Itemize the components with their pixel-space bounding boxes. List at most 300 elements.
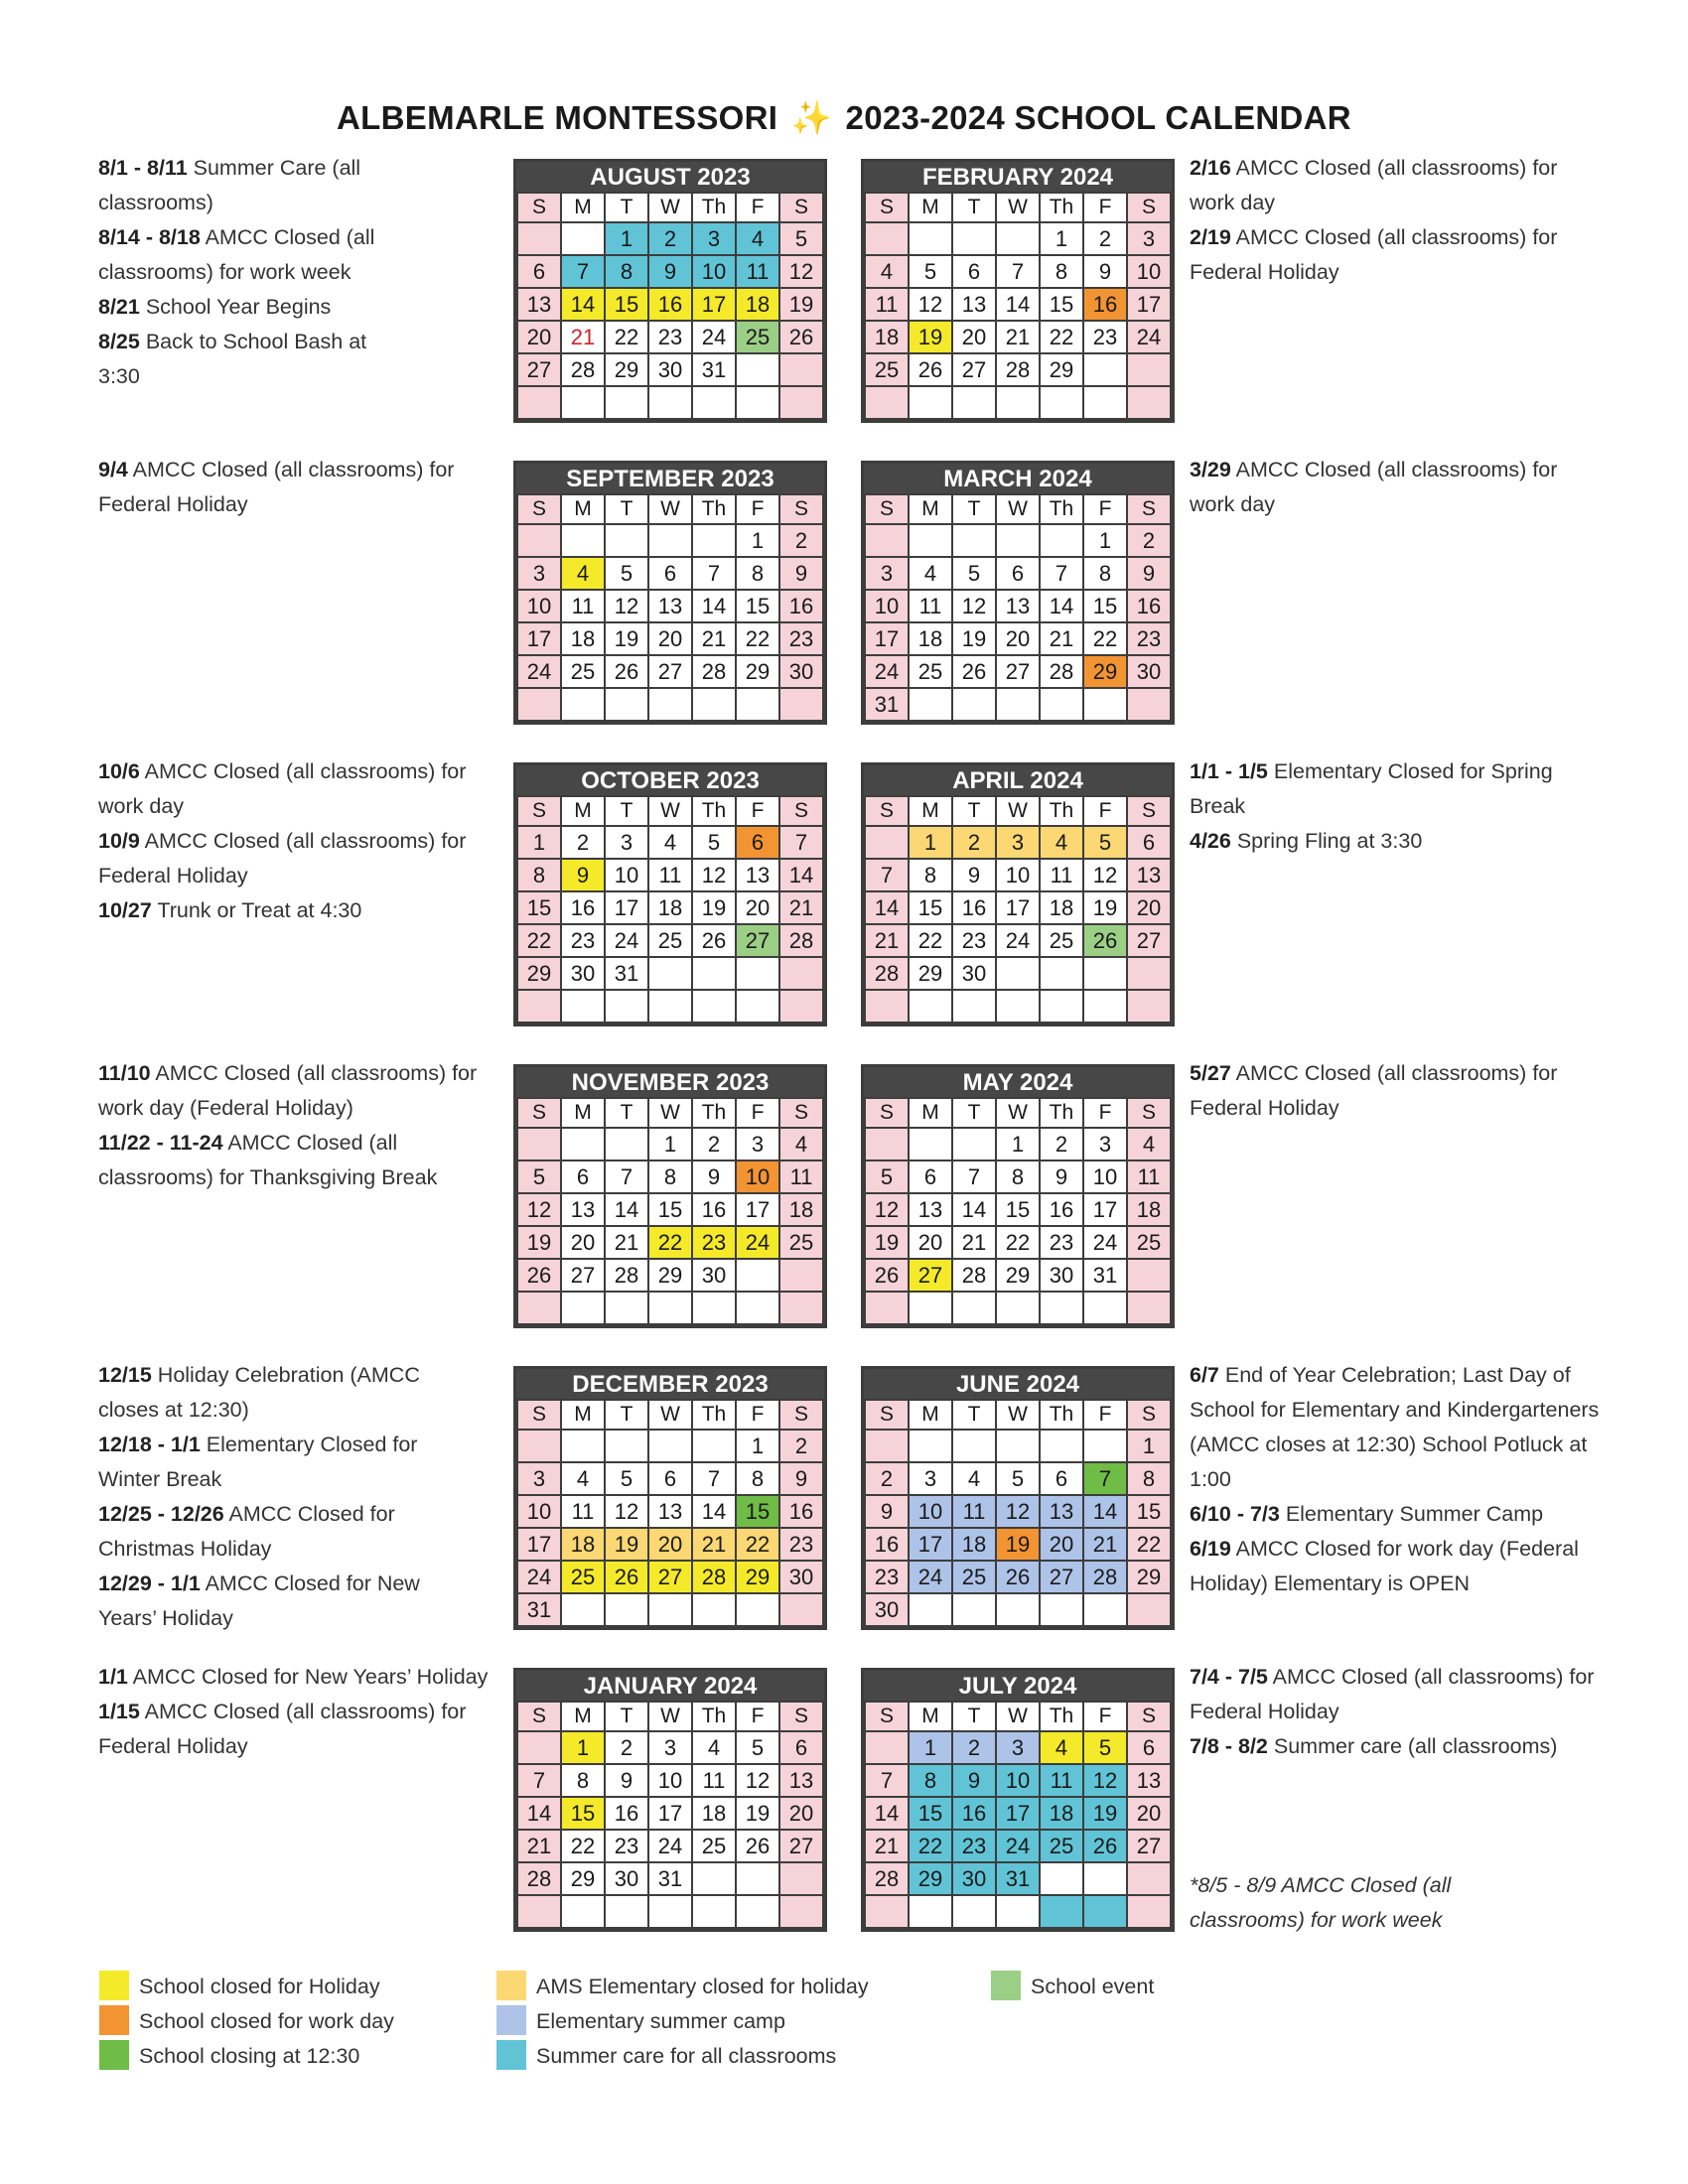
day-cell: 10 [517,590,561,622]
day-cell: 7 [996,255,1040,288]
day-cell: 30 [865,1593,909,1626]
calendar-august-2023 [513,159,827,423]
day-cell: 17 [1083,1193,1127,1226]
empty-cell [865,826,909,859]
day-header: Th [692,1400,736,1430]
day-cell: 30 [1127,655,1171,688]
day-cell: 22 [648,1226,692,1259]
note-line [98,151,396,220]
day-cell: 8 [1040,255,1083,288]
day-cell: 14 [517,1797,561,1830]
notes-december [98,1358,476,1636]
note-text: AMCC Closed (all classrooms) for Thanksgiving Break [98,1131,438,1189]
day-cell: 19 [996,1528,1040,1561]
day-cell: 6 [779,1731,823,1764]
empty-cell [996,957,1040,990]
day-cell: 25 [561,1561,605,1593]
note-text: AMCC Closed for Christmas Holiday [98,1502,395,1561]
day-cell: 9 [605,1764,648,1797]
empty-cell [736,990,779,1023]
day-cell: 12 [909,288,952,321]
day-cell: 1 [605,222,648,255]
day-cell: 19 [1083,1797,1127,1830]
note-date: 6/19 [1190,1537,1231,1561]
day-header: F [736,494,779,524]
calendar-october-2023 [513,762,827,1026]
day-header: S [865,1400,909,1430]
day-cell: 29 [605,353,648,386]
title-suffix: 2023-2024 SCHOOL CALENDAR [845,99,1351,136]
legend [99,1971,1291,2080]
day-cell: 22 [1127,1528,1171,1561]
day-cell: 6 [996,557,1040,590]
legend-item-camp [496,2005,785,2037]
day-header: W [648,1098,692,1128]
day-cell: 25 [736,321,779,353]
day-header: M [561,1400,605,1430]
day-cell: 9 [865,1495,909,1528]
day-cell: 2 [952,826,996,859]
day-cell: 6 [952,255,996,288]
day-cell: 12 [952,590,996,622]
empty-cell [736,1593,779,1626]
day-header: T [605,193,648,222]
notes-july-footnote [1190,1868,1507,1938]
notes-january [98,1660,505,1764]
day-cell: 4 [865,255,909,288]
day-header: M [909,1702,952,1731]
day-header: T [952,1400,996,1430]
empty-cell [779,1259,823,1292]
day-cell: 6 [736,826,779,859]
day-cell: 10 [648,1764,692,1797]
empty-cell [1127,990,1171,1023]
day-header: T [952,193,996,222]
empty-cell [736,957,779,990]
note-text: AMCC Closed (all classrooms) for Federal Holiday [98,1700,467,1758]
day-cell: 31 [648,1862,692,1895]
day-header: M [909,193,952,222]
day-cell: 5 [517,1160,561,1193]
note-line [98,220,396,290]
day-cell: 25 [779,1226,823,1259]
day-cell: 23 [779,1528,823,1561]
day-cell: 8 [605,255,648,288]
day-cell: 16 [952,1797,996,1830]
empty-cell [561,222,605,255]
day-cell: 3 [517,1462,561,1495]
day-cell: 10 [996,1764,1040,1797]
day-cell: 16 [561,891,605,924]
page-title [0,99,1688,138]
day-cell: 2 [1040,1128,1083,1160]
empty-cell [1083,1593,1127,1626]
day-cell: 4 [952,1462,996,1495]
day-cell: 28 [517,1862,561,1895]
day-header: F [736,1400,779,1430]
note-line [98,824,505,893]
day-cell: 14 [996,288,1040,321]
day-header: W [996,1702,1040,1731]
day-cell: 1 [909,826,952,859]
day-header: S [865,193,909,222]
legend-item-care [496,2040,836,2072]
day-cell: 21 [517,1830,561,1862]
empty-cell [736,688,779,721]
empty-cell [692,524,736,557]
day-cell: 9 [692,1160,736,1193]
day-header: S [865,1702,909,1731]
day-cell: 14 [561,288,605,321]
note-line [1190,1497,1607,1532]
day-cell: 27 [1127,1830,1171,1862]
day-cell: 28 [605,1259,648,1292]
day-cell: 30 [692,1259,736,1292]
day-cell: 20 [952,321,996,353]
day-cell: 15 [996,1193,1040,1226]
day-cell: 17 [909,1528,952,1561]
day-cell: 12 [865,1193,909,1226]
day-cell: 22 [909,924,952,957]
day-cell: 3 [517,557,561,590]
day-cell: 24 [736,1226,779,1259]
day-cell: 9 [648,255,692,288]
day-cell: 30 [605,1862,648,1895]
day-cell: 28 [1040,655,1083,688]
day-cell: 23 [605,1830,648,1862]
empty-cell [952,990,996,1023]
day-header: M [561,494,605,524]
day-cell: 25 [1040,924,1083,957]
empty-cell [1083,1895,1127,1928]
day-cell: 18 [692,1797,736,1830]
note-text: End of Year Celebration; Last Day of School for Elementary and Kindergarteners (AMCC closes at 12:30) School Potluck at 1:00 [1190,1363,1600,1491]
empty-cell [692,1292,736,1324]
day-cell: 22 [1083,622,1127,655]
day-cell: 11 [952,1495,996,1528]
legend-item-event [991,1971,1154,2002]
day-cell: 13 [736,859,779,891]
day-cell: 13 [648,1495,692,1528]
title-prefix: ALBEMARLE MONTESSORI [337,99,778,136]
calendar-june-2024 [861,1366,1175,1630]
note-line [1190,754,1597,824]
empty-cell [1127,688,1171,721]
empty-cell [1083,1430,1127,1462]
day-cell: 20 [996,622,1040,655]
day-cell: 7 [865,1764,909,1797]
day-cell: 3 [996,1731,1040,1764]
legend-swatch [496,2005,526,2035]
day-cell: 13 [1127,859,1171,891]
empty-cell [996,386,1040,419]
note-text: School Year Begins [139,295,332,319]
empty-cell [909,1128,952,1160]
day-cell: 7 [865,859,909,891]
note-date: 5/27 [1190,1061,1231,1085]
day-cell: 26 [605,655,648,688]
day-header: W [648,494,692,524]
day-cell: 10 [865,590,909,622]
empty-cell [779,386,823,419]
month-title: FEBRUARY 2024 [864,162,1172,192]
empty-cell [1040,688,1083,721]
day-cell: 1 [736,1430,779,1462]
note-text: AMCC Closed for New Years’ Holiday [127,1665,489,1689]
day-cell: 29 [996,1259,1040,1292]
day-cell: 24 [1127,321,1171,353]
day-cell: 27 [648,655,692,688]
day-cell: 3 [648,1731,692,1764]
note-line [1190,1056,1597,1126]
day-cell: 29 [1127,1561,1171,1593]
day-cell: 11 [561,1495,605,1528]
note-date: 11/22 - 11-24 [98,1131,223,1155]
note-line [1190,1660,1607,1729]
empty-cell [779,1862,823,1895]
month-title: APRIL 2024 [864,765,1172,795]
day-header: T [605,1098,648,1128]
day-cell: 16 [1083,288,1127,321]
day-cell: 24 [648,1830,692,1862]
empty-cell [909,386,952,419]
day-cell: 16 [779,1495,823,1528]
empty-cell [561,1593,605,1626]
day-header: S [779,1702,823,1731]
day-cell: 5 [1083,826,1127,859]
day-cell: 26 [952,655,996,688]
calendar-april-2024 [861,762,1175,1026]
empty-cell [517,524,561,557]
empty-cell [648,524,692,557]
calendar-november-2023 [513,1064,827,1328]
day-cell: 29 [561,1862,605,1895]
note-text: AMCC Closed (all classrooms) for work day [98,759,467,818]
day-header: Th [692,494,736,524]
empty-cell [996,1895,1040,1928]
day-cell: 14 [605,1193,648,1226]
day-cell: 18 [1040,1797,1083,1830]
empty-cell [865,1731,909,1764]
empty-cell [1040,1593,1083,1626]
day-cell: 2 [865,1462,909,1495]
day-cell: 10 [605,859,648,891]
day-cell: 15 [517,891,561,924]
legend-swatch [496,1971,526,2000]
note-text: Trunk or Treat at 4:30 [151,898,362,922]
day-cell: 27 [1127,924,1171,957]
day-cell: 18 [648,891,692,924]
day-cell: 15 [1083,590,1127,622]
empty-cell [605,1593,648,1626]
day-cell: 19 [952,622,996,655]
empty-cell [561,386,605,419]
day-header: S [1127,1098,1171,1128]
note-date: 3/29 [1190,458,1231,481]
calendar-september-2023 [513,461,827,725]
empty-cell [648,1895,692,1928]
day-cell: 8 [996,1160,1040,1193]
legend-item-workday [99,2005,394,2037]
note-text: Holiday Celebration (AMCC closes at 12:30) [98,1363,420,1422]
empty-cell [648,386,692,419]
day-cell: 1 [648,1128,692,1160]
month-title: MARCH 2024 [864,464,1172,493]
day-header: S [1127,796,1171,826]
legend-swatch [991,1971,1021,2000]
day-cell: 6 [517,255,561,288]
day-cell: 18 [779,1193,823,1226]
day-cell: 18 [1040,891,1083,924]
legend-label: Summer care for all classrooms [536,2044,837,2068]
day-cell: 6 [1127,826,1171,859]
day-cell: 5 [605,1462,648,1495]
day-cell: 2 [779,1430,823,1462]
empty-cell [517,222,561,255]
empty-cell [517,386,561,419]
day-cell: 8 [736,557,779,590]
empty-cell [996,1430,1040,1462]
note-text: AMCC Closed (all classrooms) for work day [1190,156,1558,214]
empty-cell [1083,353,1127,386]
day-header: S [779,193,823,222]
empty-cell [996,1292,1040,1324]
day-header: S [517,796,561,826]
day-cell: 3 [736,1128,779,1160]
day-cell: 21 [561,321,605,353]
note-date: 10/9 [98,829,140,853]
day-cell: 19 [517,1226,561,1259]
day-cell: 23 [561,924,605,957]
day-cell: 26 [1083,1830,1127,1862]
empty-cell [779,688,823,721]
month-title: JULY 2024 [864,1671,1172,1701]
day-header: F [1083,1702,1127,1731]
empty-cell [1127,1292,1171,1324]
empty-cell [1040,957,1083,990]
day-cell: 11 [909,590,952,622]
day-cell: 20 [561,1226,605,1259]
day-cell: 8 [1127,1462,1171,1495]
day-cell: 1 [1040,222,1083,255]
day-cell: 17 [517,1528,561,1561]
day-cell: 3 [1127,222,1171,255]
empty-cell [865,524,909,557]
day-cell: 23 [1127,622,1171,655]
day-header: T [605,494,648,524]
note-date: 8/1 - 8/11 [98,156,188,180]
day-header: S [865,1098,909,1128]
day-cell: 16 [605,1797,648,1830]
note-text: AMCC Closed (all classrooms) for work week [98,225,375,284]
day-cell: 7 [561,255,605,288]
empty-cell [605,1430,648,1462]
day-cell: 22 [736,1528,779,1561]
empty-cell [779,957,823,990]
month-title: JUNE 2024 [864,1369,1172,1399]
note-text: Elementary Summer Camp [1279,1502,1544,1526]
empty-cell [1040,524,1083,557]
day-cell: 11 [779,1160,823,1193]
note-date: 12/18 - 1/1 [98,1433,201,1456]
day-cell: 20 [648,622,692,655]
day-header: F [736,1702,779,1731]
day-cell: 23 [1083,321,1127,353]
note-line [1190,1532,1607,1601]
day-cell: 21 [1083,1528,1127,1561]
note-date: 8/25 [98,330,140,353]
note-text: AMCC Closed (all classrooms) for Federal Holiday [98,458,455,516]
day-cell: 4 [692,1731,736,1764]
day-cell: 25 [865,353,909,386]
day-cell: 16 [1040,1193,1083,1226]
day-cell: 4 [648,826,692,859]
notes-august [98,151,396,394]
calendar-january-2024 [513,1668,827,1932]
day-header: F [1083,1400,1127,1430]
day-cell: 21 [692,1528,736,1561]
day-cell: 19 [1083,891,1127,924]
day-cell: 25 [952,1561,996,1593]
day-cell: 1 [1127,1430,1171,1462]
day-header: S [779,1098,823,1128]
day-cell: 13 [517,288,561,321]
day-cell: 18 [909,622,952,655]
empty-cell [648,688,692,721]
day-cell: 10 [517,1495,561,1528]
day-cell: 15 [909,891,952,924]
empty-cell [865,1895,909,1928]
day-cell: 7 [1040,557,1083,590]
day-cell: 2 [952,1731,996,1764]
day-cell: 15 [736,590,779,622]
day-cell: 4 [736,222,779,255]
day-cell: 10 [996,859,1040,891]
day-cell: 9 [779,1462,823,1495]
day-header: M [909,1098,952,1128]
sparkle-icon: ✨ [790,99,833,136]
day-cell: 29 [517,957,561,990]
empty-cell [736,1259,779,1292]
empty-cell [952,1593,996,1626]
day-header: M [909,494,952,524]
day-cell: 4 [779,1128,823,1160]
day-header: M [909,796,952,826]
empty-cell [692,1862,736,1895]
day-cell: 22 [1040,321,1083,353]
day-cell: 21 [865,924,909,957]
day-cell: 26 [605,1561,648,1593]
day-header: T [952,1702,996,1731]
day-cell: 19 [605,622,648,655]
day-cell: 3 [1083,1128,1127,1160]
day-cell: 25 [1040,1830,1083,1862]
day-cell: 23 [648,321,692,353]
day-cell: 29 [736,1561,779,1593]
legend-label: School closing at 12:30 [139,2044,360,2068]
day-cell: 9 [779,557,823,590]
day-header: T [605,796,648,826]
day-header: W [996,193,1040,222]
day-cell: 2 [1083,222,1127,255]
day-cell: 12 [1083,859,1127,891]
day-header: S [517,1400,561,1430]
day-cell: 27 [909,1259,952,1292]
empty-cell [561,688,605,721]
day-header: S [1127,1400,1171,1430]
note-line [98,1056,505,1126]
day-cell: 9 [1083,255,1127,288]
